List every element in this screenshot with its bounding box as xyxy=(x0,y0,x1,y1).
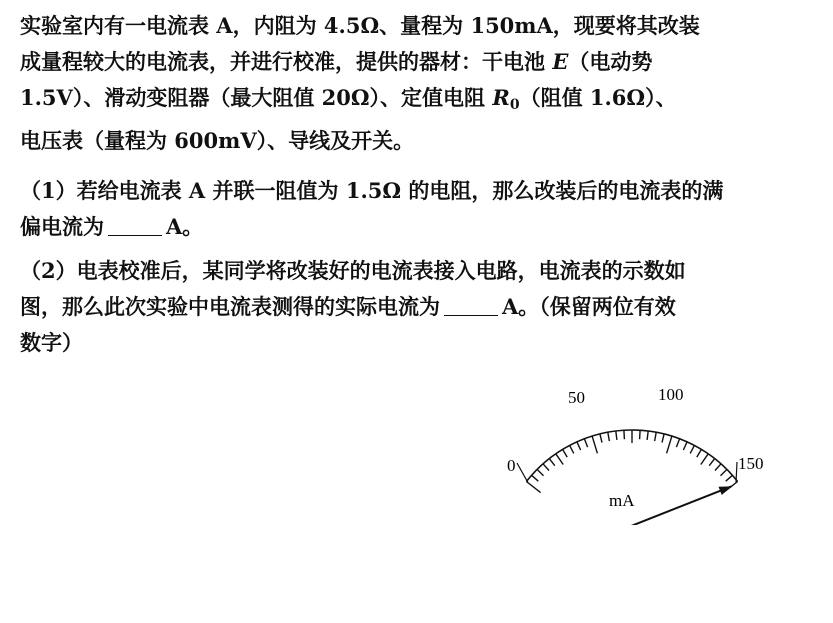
scale-tick xyxy=(570,445,574,453)
answer-blank-1[interactable] xyxy=(108,213,162,236)
question-1-line-1: （1）若给电流表 A 并联一阻值为 1.5Ω 的电阻，那么改装后的电流表的满 xyxy=(20,178,724,203)
resistor-symbol: R xyxy=(492,85,510,110)
question-2-line-1: （2）电表校准后，某同学将改装好的电流表接入电路，电流表的示数如 xyxy=(20,258,686,283)
scale-tick xyxy=(608,432,610,441)
zero-leader-line xyxy=(517,463,528,483)
scale-tick xyxy=(577,442,581,450)
ammeter-scale xyxy=(517,430,738,493)
question-1 xyxy=(20,173,820,245)
intro-line-2a: 成量程较大的电流表，并进行校准，提供的器材：干电池 xyxy=(20,49,553,74)
scale-tick xyxy=(690,445,694,453)
scale-tick xyxy=(662,434,664,443)
scale-tick xyxy=(697,449,702,457)
intro-line-4: 电压表（量程为 600mV）、导线及开关。 xyxy=(20,128,415,153)
unit-label: mA xyxy=(609,491,635,510)
answer-blank-2[interactable] xyxy=(444,293,498,316)
scale-tick xyxy=(543,464,549,471)
scale-tick xyxy=(640,430,641,439)
emf-symbol: E xyxy=(552,49,569,74)
scale-tick xyxy=(721,469,727,475)
scale-tick xyxy=(726,475,733,481)
intro-line-2b: （电动势 xyxy=(568,49,653,74)
scale-tick xyxy=(592,436,597,453)
problem-intro xyxy=(20,8,820,159)
scale-tick xyxy=(655,432,657,441)
scale-tick xyxy=(667,436,672,453)
scale-label-0: 0 xyxy=(507,456,516,475)
problem-text xyxy=(20,8,820,361)
scale-tick xyxy=(683,442,687,450)
question-2 xyxy=(20,253,820,361)
scale-tick xyxy=(647,431,648,440)
question-2-line-2a: 图，那么此次实验中电流表测得的实际电流为 xyxy=(20,294,440,319)
scale-tick xyxy=(563,449,568,457)
ammeter-dial xyxy=(495,375,780,525)
scale-tick xyxy=(624,430,625,439)
scale-tick xyxy=(715,464,721,471)
scale-label-50: 50 xyxy=(568,388,585,407)
scale-tick xyxy=(549,459,555,466)
scale-tick xyxy=(532,475,539,481)
intro-line-1: 实验室内有一电流表 A，内阻为 4.5Ω、量程为 150mA，现要将其改装 xyxy=(20,13,700,38)
meter-pointer xyxy=(621,486,731,525)
question-1-line-2a: 偏电流为 xyxy=(20,214,104,239)
resistor-subscript: 0 xyxy=(509,97,520,113)
scale-tick xyxy=(701,454,708,465)
scale-tick xyxy=(584,439,587,447)
scale-label-100: 100 xyxy=(658,385,684,404)
scale-tick xyxy=(556,454,563,465)
scale-tick xyxy=(600,434,602,443)
intro-line-3b: （阻值 1.6Ω）、 xyxy=(519,85,677,110)
scale-label-150: 150 xyxy=(738,454,764,473)
intro-line-3a: 1.5V）、滑动变阻器（最大阻值 20Ω）、定值电阻 xyxy=(20,85,493,110)
question-2-line-2b: A。（保留两位有效 xyxy=(502,294,676,319)
scale-tick xyxy=(709,459,715,466)
pointer-arrowhead xyxy=(719,486,732,495)
scale-tick xyxy=(526,482,540,493)
question-2-line-3: 数字） xyxy=(20,330,83,355)
scale-tick xyxy=(676,439,679,447)
scale-tick xyxy=(537,469,543,475)
scale-tick xyxy=(616,431,617,440)
question-1-line-2b: A。 xyxy=(166,214,204,239)
